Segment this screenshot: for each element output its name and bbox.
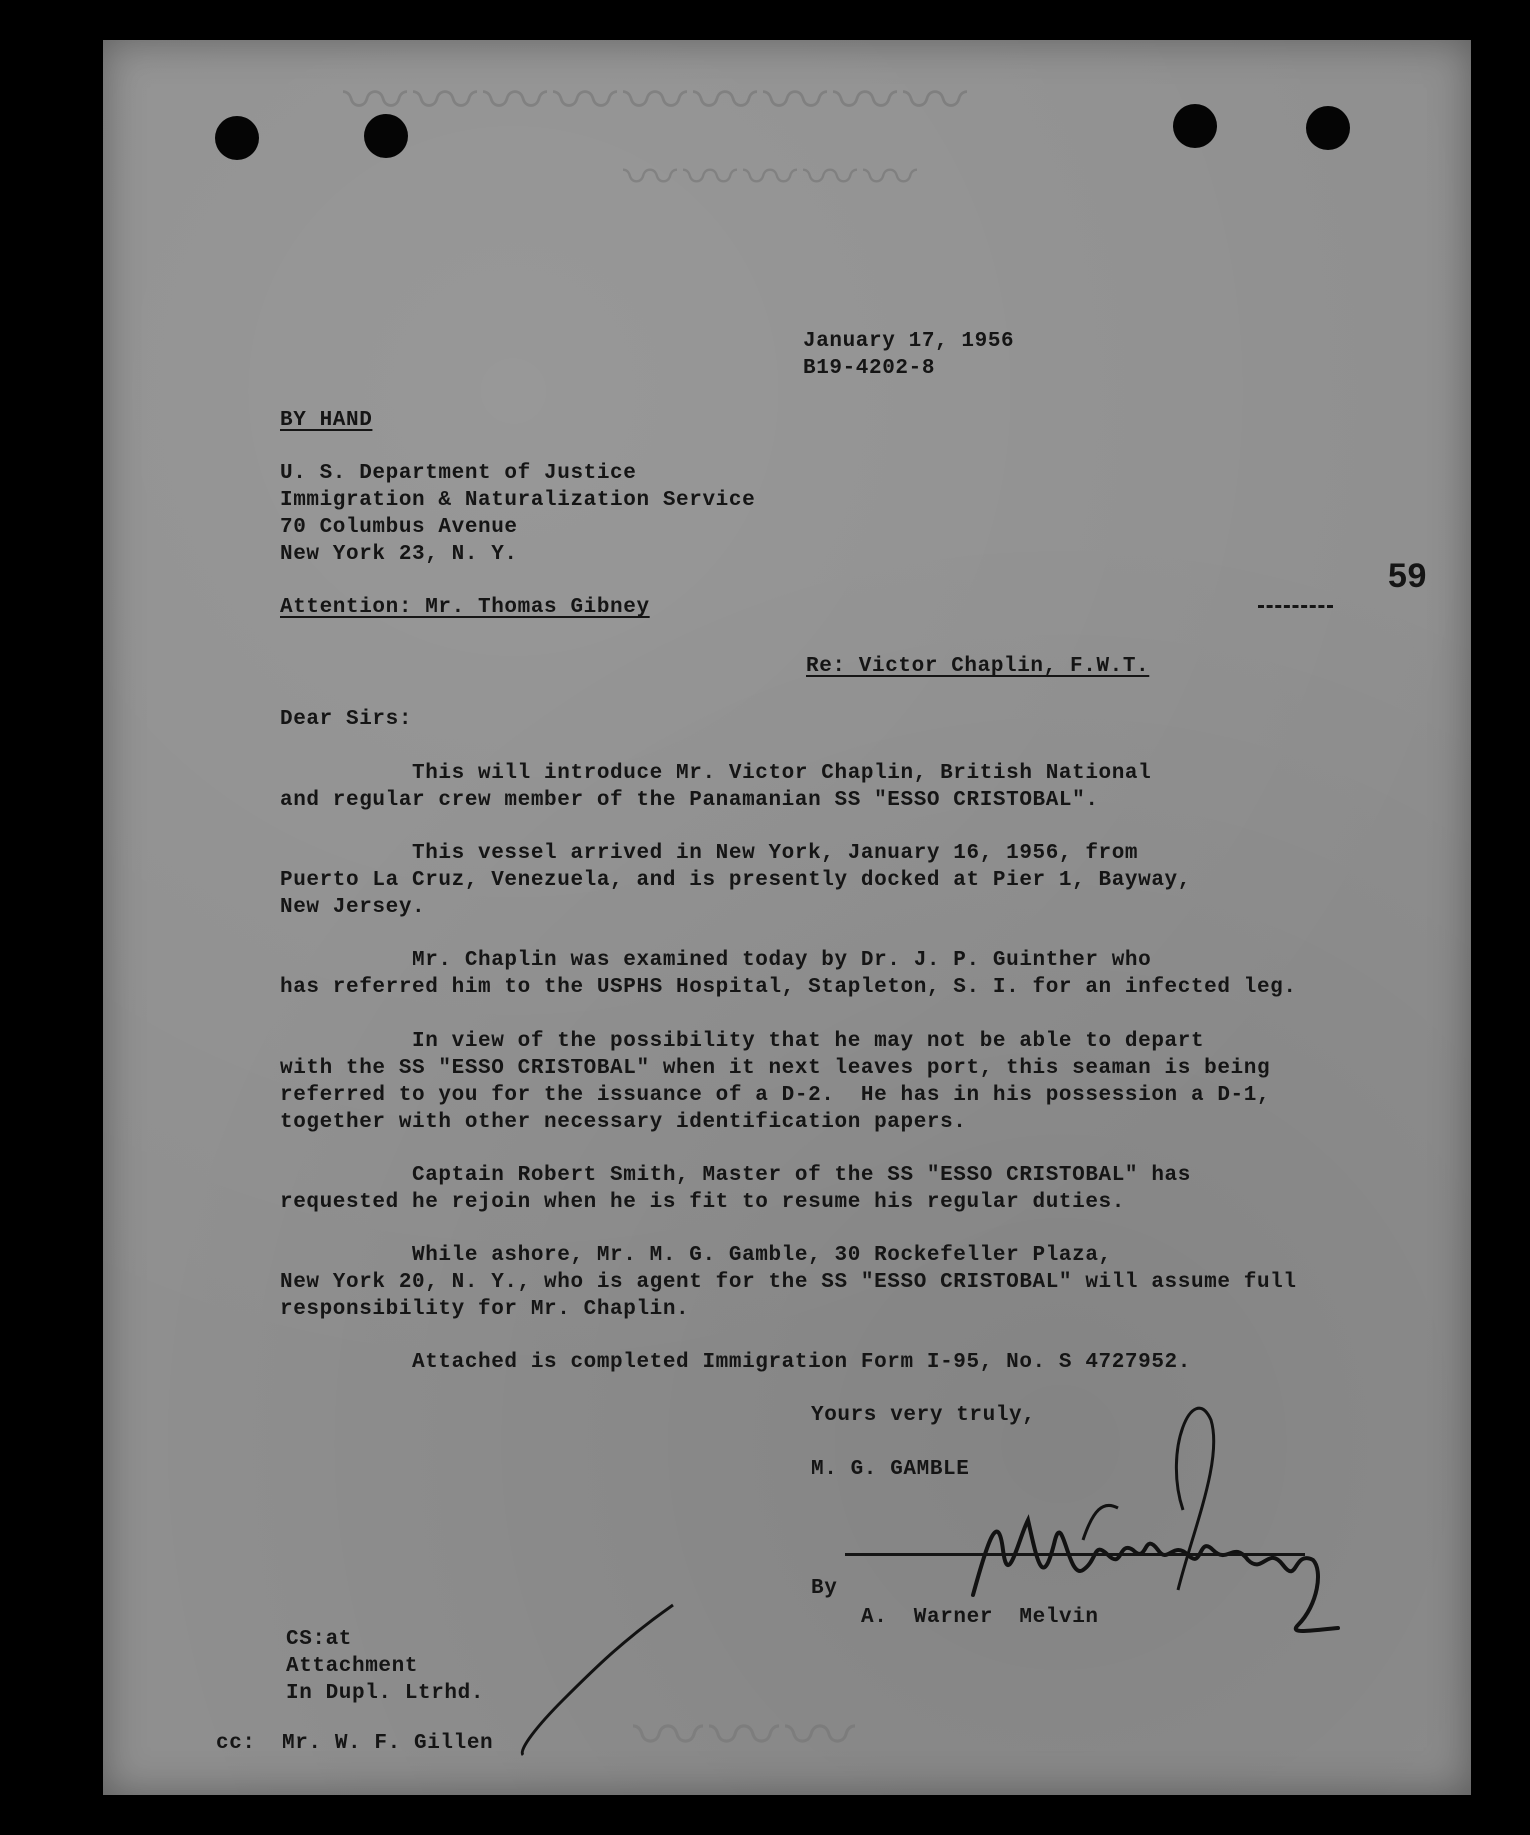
by-label: By [811, 1577, 838, 1600]
signer-name: A. Warner Melvin [861, 1606, 1099, 1629]
body-line: with the SS "ESSO CRISTOBAL" when it next leaves port, this seaman is being [280, 1057, 1271, 1080]
page-number: 59 [1388, 557, 1428, 595]
body-line: Captain Robert Smith, Master of the SS "ESSO CRISTOBAL" has [280, 1164, 1191, 1187]
cc-line: cc: Mr. W. F. Gillen [216, 1732, 494, 1755]
body-line: This will introduce Mr. Victor Chaplin, British National [280, 762, 1152, 785]
punch-hole [1173, 104, 1217, 148]
attention-line: Attention: Mr. Thomas Gibney [280, 596, 650, 619]
body-line: In view of the possibility that he may not be able to depart [280, 1030, 1205, 1053]
body-line: Attached is completed Immigration Form I-95, No. S 4727952. [280, 1351, 1191, 1374]
letter-date: January 17, 1956 [803, 330, 1015, 353]
body-line: and regular crew member of the Panamanian SS "ESSO CRISTOBAL". [280, 789, 1099, 812]
addressee-line: New York 23, N. Y. [280, 543, 518, 566]
sender-name: M. G. GAMBLE [811, 1458, 970, 1481]
body-line: While ashore, Mr. M. G. Gamble, 30 Rockefeller Plaza, [280, 1244, 1112, 1267]
faded-stamp: 〰〰〰 [633, 1699, 861, 1776]
body-line: has referred him to the USPHS Hospital, Stapleton, S. I. for an infected leg. [280, 976, 1297, 999]
re-line: Re: Victor Chaplin, F.W.T. [806, 655, 1150, 678]
body-line: New Jersey. [280, 896, 426, 919]
body-line: referred to you for the issuance of a D-2. He has in his possession a D-1, [280, 1084, 1271, 1107]
salutation: Dear Sirs: [280, 708, 413, 731]
body-line: requested he rejoin when he is fit to resume his regular duties. [280, 1191, 1125, 1214]
addressee-line: U. S. Department of Justice [280, 462, 637, 485]
punch-hole [1306, 106, 1350, 150]
signature-line [845, 1553, 1305, 1556]
file-reference: B19-4202-8 [803, 357, 936, 380]
faded-letterhead: 〰〰〰〰〰〰〰〰〰 [343, 66, 973, 137]
addressee-line: 70 Columbus Avenue [280, 516, 518, 539]
body-line: responsibility for Mr. Chaplin. [280, 1298, 690, 1321]
body-line: This vessel arrived in New York, January 16, 1956, from [280, 842, 1139, 865]
delivery-method: BY HAND [280, 409, 373, 432]
faded-letterhead: 〰〰〰〰〰 [623, 148, 923, 208]
body-line: together with other necessary identification papers. [280, 1111, 967, 1134]
copies-note: In Dupl. Ltrhd. [286, 1682, 485, 1705]
closing: Yours very truly, [811, 1404, 1036, 1427]
enclosure: Attachment [286, 1655, 419, 1678]
body-line: Mr. Chaplin was examined today by Dr. J. P. Guinther who [280, 949, 1152, 972]
addressee-line: Immigration & Naturalization Service [280, 489, 756, 512]
body-line: Puerto La Cruz, Venezuela, and is presently docked at Pier 1, Bayway, [280, 869, 1191, 892]
body-line: New York 20, N. Y., who is agent for the SS "ESSO CRISTOBAL" will assume full [280, 1271, 1297, 1294]
initials: CS:at [286, 1628, 353, 1651]
dash-mark [1258, 605, 1333, 608]
letter-page [103, 40, 1471, 1795]
punch-hole [215, 116, 259, 160]
